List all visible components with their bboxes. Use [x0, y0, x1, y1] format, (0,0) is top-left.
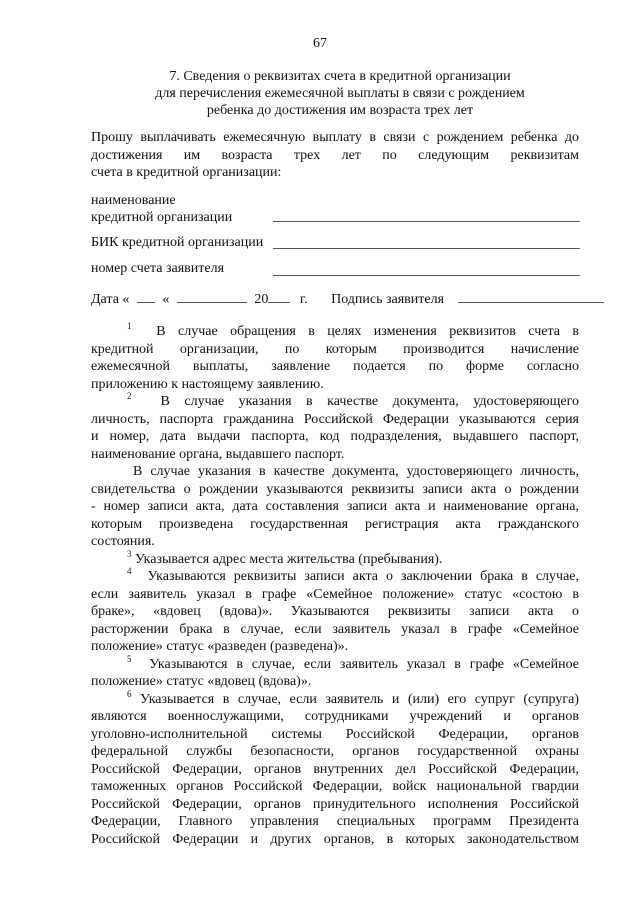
- footnote-marker: 3: [127, 548, 132, 559]
- footnote-line: - номер записи акта, дата составления записи акта и наименование органа,: [91, 499, 579, 514]
- paragraph-line: Прошу выплачивать ежемесячную выплату в связи с рождением ребенка до: [91, 130, 579, 145]
- footnote-line: являются военнослужащими, сотрудниками учреждений и органов: [91, 709, 579, 724]
- heading-line: для перечисления ежемесячной выплаты в связи с рождением: [155, 86, 525, 101]
- date-quote: «: [162, 292, 170, 307]
- footnote-marker: 6: [127, 688, 132, 699]
- footnote-line: Федерации, Главного управления специальных программ Президента: [91, 814, 579, 829]
- footnote-marker: 5: [127, 653, 132, 664]
- footnote-line: наименование органа, выдавшего паспорт.: [91, 446, 345, 462]
- footnote-line: если заявитель указал в графе «Семейное положение» статус «состою в: [91, 586, 579, 602]
- footnote-line: Российской Федерации, органов внутренних дел Российской Федерации,: [91, 761, 579, 777]
- year-field[interactable]: [268, 290, 290, 303]
- footnote-2: $^2$ В случае указания в качестве документа, удостоверяющего: [127, 391, 579, 409]
- bank-name-field[interactable]: [273, 221, 580, 222]
- paragraph-line: счета в кредитной организации:: [91, 165, 282, 180]
- footnote-marker: 2: [127, 391, 132, 401]
- footnotes: [91, 323, 579, 848]
- footnote-marker: 4: [127, 566, 132, 576]
- section-heading: [140, 68, 540, 119]
- signature-label: Подпись заявителя: [331, 292, 445, 307]
- footnote-line: В случае указания в качестве документа, удостоверяющего личность,: [133, 464, 579, 479]
- footnote-line: состояния.: [91, 534, 155, 549]
- footnote-line: Российской Федерации, органов принудительного исполнения Российской: [91, 796, 579, 812]
- heading-line: 7. Сведения о реквизитах счета в кредитной организации: [169, 69, 511, 84]
- bank-name-label: наименование кредитной организации: [91, 193, 233, 225]
- footnote-line: и номер, дата выдачи паспорта, код подразделения, выдавшего паспорт,: [91, 429, 579, 444]
- footnote-line: которым произведена государственная регистрация акта гражданского: [91, 516, 579, 532]
- footnote-line: положение» статус «разведен (разведена)».: [91, 639, 349, 654]
- footnote-line: федеральной службы безопасности, органов государственной охраны: [91, 744, 579, 759]
- signature-field[interactable]: [458, 290, 604, 303]
- footnote-line: приложению к настоящему заявлению.: [91, 376, 324, 392]
- footnote-4: $^4$ Указываются реквизиты записи акта о заключении брака в случае,: [127, 566, 580, 584]
- heading-line: ребенка до достижения им возраста трех лет: [206, 103, 474, 118]
- footnote-line: таможенных органов Российской Федерации, войск национальной гвардии: [91, 779, 579, 794]
- footnote-1: $^1$ В случае обращения в целях изменения реквизитов счета в: [127, 321, 579, 339]
- footnote-6: $^6$ Указывается в случае, если заявитель и (или) его супруг (супруга): [127, 688, 579, 707]
- year-prefix: 20: [254, 292, 269, 307]
- footnote-line: личность, паспорта гражданина Российской Федерации указываются серия: [91, 411, 579, 427]
- bik-field[interactable]: [273, 248, 580, 249]
- year-suffix: г.: [299, 292, 308, 307]
- footnote-line: положение» статус «вдовец (вдова)».: [91, 674, 312, 689]
- day-field[interactable]: [137, 290, 155, 303]
- page-number: 67: [313, 36, 327, 51]
- account-label: номер счета заявителя: [91, 261, 225, 276]
- date-label: Дата «: [91, 292, 130, 307]
- footnote-3: $^3$ Указывается адрес места жительства (пребывания).: [127, 548, 443, 567]
- request-paragraph: [91, 129, 579, 182]
- date-signature-row: [91, 290, 604, 308]
- footnote-marker: 1: [127, 321, 132, 331]
- footnote-5: $^5$ Указываются в случае, если заявитель указал в графе «Семейное: [127, 653, 579, 672]
- footnote-line: ежемесячной выплаты, заявление подается по форме согласно: [91, 359, 579, 374]
- footnote-line: уголовно-исполнительной системы Российской Федерации, органов: [91, 726, 579, 742]
- account-field[interactable]: [273, 275, 580, 276]
- footnote-line: свидетельства о рождении указываются реквизиты записи акта о рождении: [91, 481, 579, 497]
- footnote-line: кредитной организации, по которым производится начисление: [91, 341, 579, 357]
- footnote-line: браке», «вдовец (вдова)». Указываются реквизиты записи акта о: [91, 604, 579, 619]
- paragraph-line: достижения им возраста трех лет по следующим реквизитам: [91, 147, 579, 163]
- bik-label: БИК кредитной организации: [91, 235, 264, 250]
- footnote-line: Российской Федерации и других органов, в которых законодательством: [91, 831, 579, 847]
- footnote-line: расторжении брака в случае, если заявитель указал в графе «Семейное: [91, 621, 579, 637]
- month-field[interactable]: [177, 290, 247, 303]
